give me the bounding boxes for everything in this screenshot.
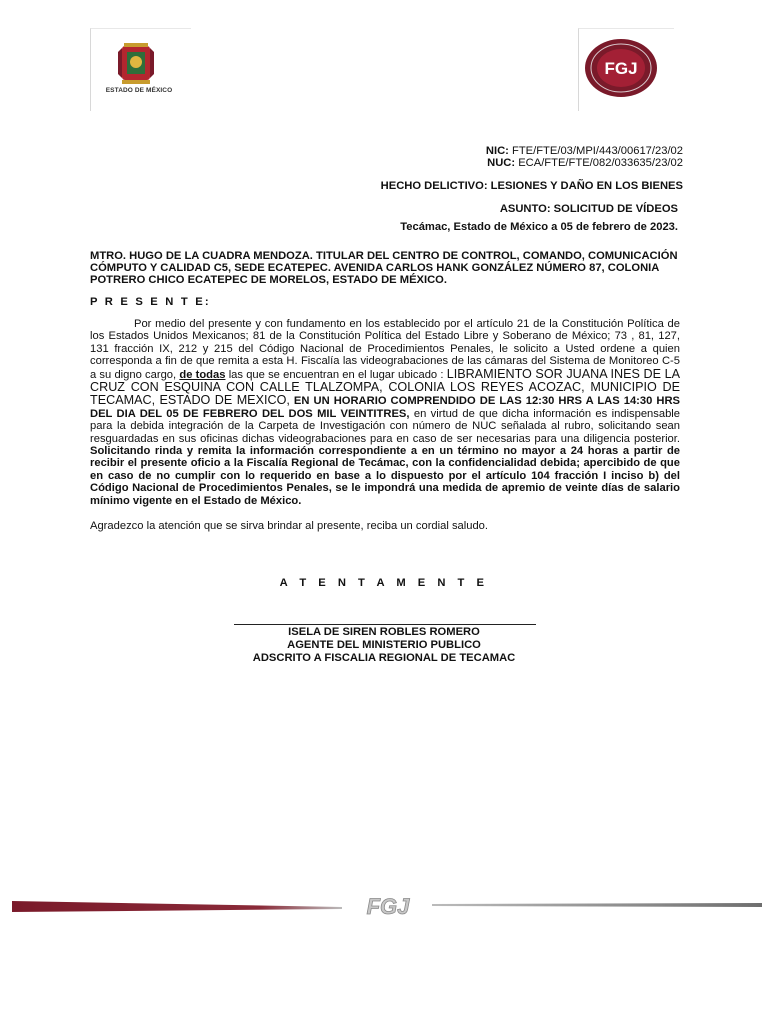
nic-line <box>486 145 683 158</box>
nuc-value: ECA/FTE/FTE/082/033635/23/02 <box>518 157 683 169</box>
place-date: Tecámac, Estado de México a 05 de febrero de 2023. <box>400 221 678 233</box>
signature-line <box>234 624 536 625</box>
footer-band-right <box>432 900 762 910</box>
body-paragraph <box>90 318 680 507</box>
atentamente: A T E N T A M E N T E <box>279 577 489 589</box>
closing-line: Agradezco la atención que se sirva brindar al presente, reciba un cordial saludo. <box>90 520 489 532</box>
body-location: LIBRAMIENTO SOR JUANA INES DE LA CRUZ CON ESQUINA CON CALLE TLALZOMPA, COLONIA LOS REYES ACOZAC, MUNICIPIO DE TECAMAC, ESTADO DE MEXICO, <box>90 366 681 408</box>
body-de-todas: de todas <box>179 368 226 381</box>
body-p2: las que se encuentran en el lugar ubicado : <box>228 368 444 381</box>
nic-label: NIC: <box>485 145 509 157</box>
addressee: MTRO. HUGO DE LA CUADRA MENDOZA. TITULAR DEL CENTRO DE CONTROL, COMANDO, COMUNICACIÓN CÓMPUTO Y CALIDAD C5, SEDE ECATEPEC. AVENIDA CARLOS HANK GONZÁLEZ NÚMERO 87, COLONIA POTRERO CHICO ECATEPEC DE MORELOS, ESTADO DE MÉXICO. <box>90 250 678 286</box>
signer-title: AGENTE DEL MINISTERIO PUBLICO <box>287 639 481 651</box>
hecho-delictivo: HECHO DELICTIVO: LESIONES Y DAÑO EN LOS BIENES <box>380 180 683 192</box>
signer-office: ADSCRITO A FISCALIA REGIONAL DE TECAMAC <box>252 652 516 664</box>
body-schedule: EN UN HORARIO COMPRENDIDO DE LAS 12:30 HRS A LAS 14:30 HRS DEL DIA DEL 05 DE FEBRERO DEL DOS MIL VEINTITRES, <box>90 395 680 420</box>
nic-value: FTE/FTE/03/MPI/443/00617/23/02 <box>511 145 683 157</box>
footer-band-left <box>12 899 342 913</box>
body-p3: en virtud de que dicha información es indispensable para la debida integración de la Carpeta de Investigación con número de NUC señalada al rubro, solicitando sean resguardadas en sus oficinas dichas videograbaciones para en caso de ser necesarias para una diligencia posterior. <box>90 407 681 445</box>
asunto: ASUNTO: SOLICITUD DE VÍDEOS <box>499 203 678 215</box>
fgj-seal-text: FGJ <box>604 59 638 78</box>
left-logo-label: ESTADO DE MÉXICO <box>105 87 173 94</box>
fgj-seal-icon <box>584 38 658 98</box>
nuc-line <box>487 157 683 170</box>
signer-name: ISELA DE SIREN ROBLES ROMERO <box>288 626 480 638</box>
body-warning: Solicitando rinda y remita la información correspondiente a en un término no mayor a 24 horas a partir de recibir el presente oficio a la Fiscalía Regional de Tecámac, con la confidencialidad debida; apercibido de que en caso de no cumplir con lo requerido en base a lo dispuesto por el artículo 104 fracción I inciso b) del Código Nacional de Procedimientos Penales, se le impondrá una medida de apremio de veinte días de salario mínimo vigente en el Estado de México. <box>90 445 680 507</box>
estado-de-mexico-emblem-icon <box>108 42 164 88</box>
footer-fgj-text: FGJ <box>366 894 410 919</box>
footer-fgj-logo-icon <box>346 893 430 919</box>
presente: P R E S E N T E: <box>90 296 211 308</box>
body-p1: Por medio del presente y con fundamento en los establecido por el artículo 21 de la Constitución Política de los Estados Unidos Mexicanos; 81 de la Constitución Política del Estado Libre y Soberano de México; 73 , 81, 127, 131 fracción IX, 212 y 215 del Código Nacional de Procedimientos Penales, le solicito a Usted ordene a quien corresponda a fin de que remita a esta H. Fiscalía las videograbaciones de las cámaras del Sistema de Monitoreo C-5 a su digno cargo, <box>90 318 680 381</box>
nuc-label: NUC: <box>487 157 516 169</box>
